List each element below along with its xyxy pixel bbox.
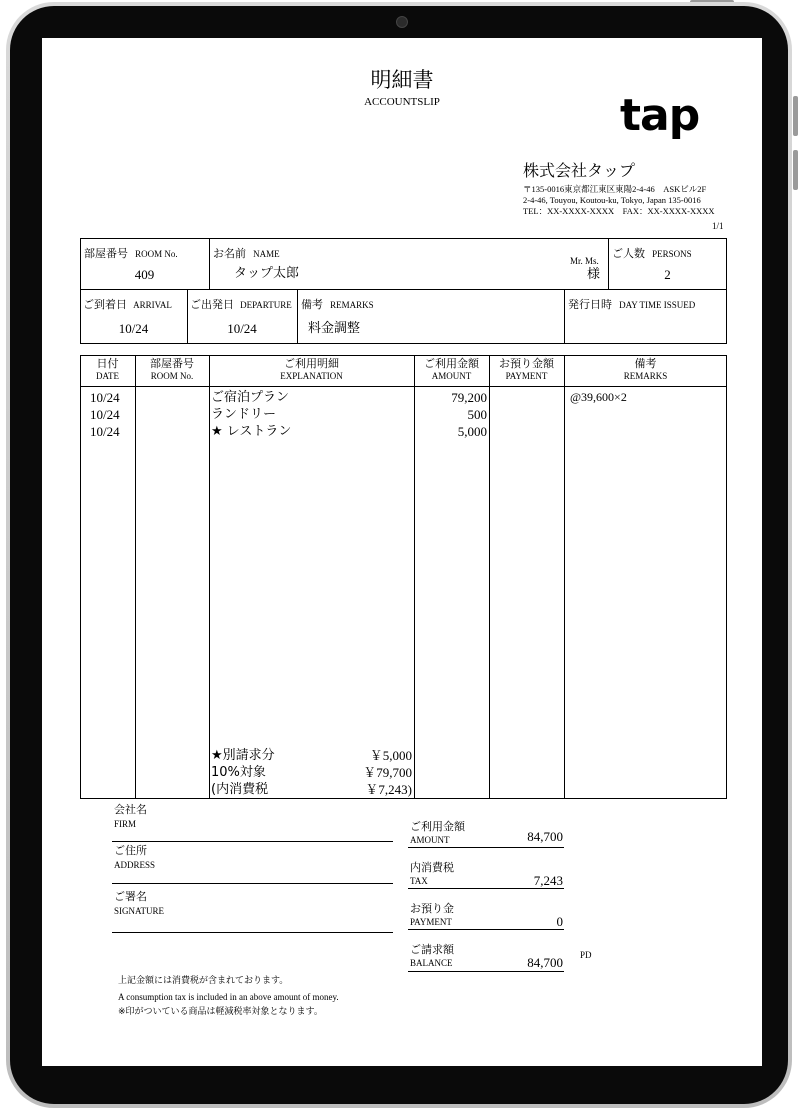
name-label: お名前 NAME bbox=[213, 247, 280, 260]
firm-line[interactable] bbox=[112, 841, 393, 842]
table-row-explanation: ランドリー bbox=[211, 407, 277, 422]
table-row-amount: 5,000 bbox=[457, 424, 487, 439]
company-logo: tap bbox=[620, 90, 700, 141]
remarks-label: 備考 REMARKS bbox=[301, 298, 374, 311]
header-divider bbox=[80, 289, 727, 290]
summary-label: ★別請求分 bbox=[211, 748, 275, 763]
table-vline bbox=[414, 355, 415, 799]
note-line-3: ※印がついている商品は軽減税率対象となります。 bbox=[118, 1007, 323, 1017]
name-value: タップ太郎 bbox=[234, 266, 300, 281]
persons-value: 2 bbox=[664, 267, 671, 282]
address-label-en: ADDRESS bbox=[114, 860, 156, 870]
summary-value: ￥5,000 bbox=[369, 748, 412, 763]
company-address-en: 2-4-46, Touyou, Koutou-ku, Tokyo, Japan 135-0016 bbox=[523, 195, 701, 205]
table-vline bbox=[135, 355, 136, 799]
total-amount-value: 84,700 bbox=[527, 829, 563, 844]
honorific-en: Mr. Ms. bbox=[570, 256, 599, 266]
room-label: 部屋番号 ROOM No. bbox=[84, 247, 178, 260]
summary-value: ￥79,700 bbox=[363, 765, 412, 780]
col-header-date: 日付 DATE bbox=[96, 357, 119, 381]
payment-line bbox=[408, 929, 564, 930]
tax-label-en: TAX bbox=[410, 876, 428, 886]
company-contact: TEL：XX-XXXX-XXXX FAX：XX-XXXX-XXXX bbox=[523, 206, 715, 216]
table-row-amount: 79,200 bbox=[451, 390, 487, 405]
payment-label: お預り金 bbox=[410, 902, 454, 915]
firm-label-en: FIRM bbox=[114, 819, 137, 829]
departure-value: 10/24 bbox=[227, 321, 257, 336]
note-line-2: A consumption tax is included in an above amount of money. bbox=[118, 992, 339, 1002]
col-header-remarks: 備考 REMARKS bbox=[623, 357, 668, 381]
balance-line bbox=[408, 971, 564, 972]
payment-value: 0 bbox=[556, 914, 563, 929]
device-volume-up-button bbox=[793, 96, 798, 136]
tax-label: 内消費税 bbox=[410, 861, 454, 874]
issued-label: 発行日時 DAY TIME ISSUED bbox=[568, 298, 696, 311]
table-vline bbox=[564, 355, 565, 799]
header-vline bbox=[564, 289, 565, 344]
company-name: 株式会社タップ bbox=[523, 161, 636, 180]
document-screen bbox=[42, 38, 762, 1066]
total-amount-label: ご利用金額 bbox=[410, 820, 465, 833]
doc-subtitle: ACCOUNTSLIP bbox=[364, 96, 440, 108]
table-row-remarks: @39,600×2 bbox=[570, 390, 627, 404]
total-amount-line bbox=[408, 847, 564, 848]
signature-label: ご署名 bbox=[114, 890, 147, 903]
table-row-date: 10/24 bbox=[90, 390, 120, 405]
table-row-explanation: ★ レストラン bbox=[211, 424, 292, 439]
col-header-amount: ご利用金額 AMOUNT bbox=[424, 357, 479, 381]
camera-icon bbox=[396, 16, 408, 28]
col-header-room: 部屋番号 ROOM No. bbox=[150, 357, 194, 381]
header-vline bbox=[297, 289, 298, 344]
company-address-ja: 〒135-0016東京都江東区東陽2-4-46 ASKビル2F bbox=[523, 184, 707, 194]
summary-label: (内消費税 bbox=[211, 782, 269, 797]
summary-value: ￥7,243) bbox=[365, 782, 412, 797]
header-vline bbox=[209, 238, 210, 289]
doc-title: 明細書 bbox=[370, 68, 434, 92]
table-row-date: 10/24 bbox=[90, 407, 120, 422]
header-vline bbox=[187, 289, 188, 344]
pd-mark: PD bbox=[580, 950, 592, 960]
table-row-date: 10/24 bbox=[90, 424, 120, 439]
table-row-amount: 500 bbox=[467, 407, 487, 422]
device-volume-down-button bbox=[793, 150, 798, 190]
signature-label-en: SIGNATURE bbox=[114, 906, 165, 916]
tax-value: 7,243 bbox=[533, 873, 563, 888]
balance-label-en: BALANCE bbox=[410, 958, 453, 968]
balance-label: ご請求額 bbox=[410, 943, 454, 956]
address-label: ご住所 bbox=[114, 844, 147, 857]
header-vline bbox=[608, 238, 609, 289]
room-value: 409 bbox=[134, 267, 155, 282]
departure-label: ご出発日 DEPARTURE bbox=[190, 298, 292, 311]
tax-line bbox=[408, 888, 564, 889]
balance-value: 84,700 bbox=[527, 955, 563, 970]
page-number: 1/1 bbox=[712, 221, 724, 231]
persons-label: ご人数 PERSONS bbox=[612, 247, 692, 260]
col-header-explanation: ご利用明細 EXPLANATION bbox=[280, 357, 343, 381]
col-header-payment: お預り金額 PAYMENT bbox=[499, 357, 554, 381]
arrival-value: 10/24 bbox=[118, 321, 149, 336]
honorific: 様 bbox=[587, 267, 601, 282]
summary-label: 10%対象 bbox=[211, 765, 266, 780]
table-vline bbox=[489, 355, 490, 799]
firm-label: 会社名 bbox=[114, 803, 147, 816]
table-header-divider bbox=[80, 386, 727, 387]
table-row-explanation: ご宿泊プラン bbox=[211, 390, 290, 405]
detail-table bbox=[80, 355, 727, 799]
table-vline bbox=[209, 355, 210, 799]
note-line-1: 上記金額には消費税が含まれております。 bbox=[118, 976, 289, 986]
address-line[interactable] bbox=[112, 883, 393, 884]
remarks-value: 料金調整 bbox=[308, 321, 361, 336]
payment-label-en: PAYMENT bbox=[410, 917, 452, 927]
signature-line[interactable] bbox=[112, 932, 393, 933]
arrival-label: ご到着日 ARRIVAL bbox=[83, 298, 172, 311]
total-amount-label-en: AMOUNT bbox=[410, 835, 450, 845]
